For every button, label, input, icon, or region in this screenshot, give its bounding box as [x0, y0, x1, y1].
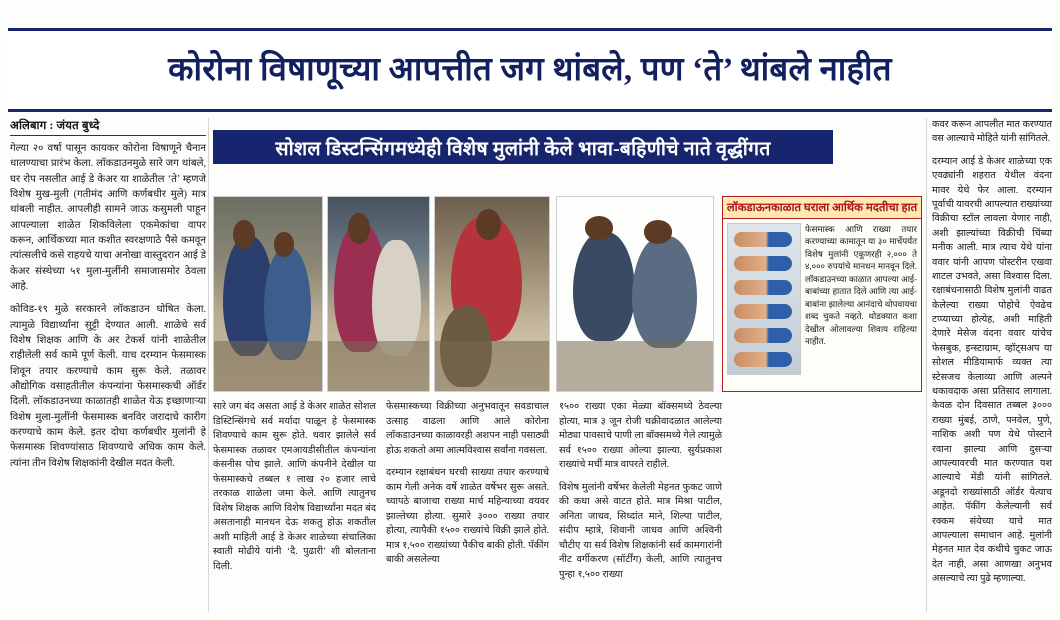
body-columns	[213, 400, 922, 612]
byline: अलिबाग : जंयत बुध्दे	[10, 118, 206, 136]
photo-students-sewing	[213, 196, 323, 392]
feature-box	[722, 196, 922, 392]
feature-body: फेसमास्क आणि राख्या तयार करण्याच्या कामातून या ३० मार्चेपर्यंत विशेष मुलांनी एकूणरही २,००० ते ४,००० रुपयांचे मानधन मानवून दिले. लॉकडाउनच्या काळात आपल्या आई-बाबांच्या हातात दिले आणि त्या आई-बाबांना झालेल्या आनंदाचे थोपवायचा शब्द चुकते नव्हते. थोडक्यात कशा देखील ओलावल्या शिवाय राहिल्या नाहीत.	[805, 224, 917, 347]
photo-boy-making-rakhi	[434, 196, 550, 392]
column-divider-2	[926, 118, 927, 612]
body-column-3	[559, 400, 722, 612]
photo-strip	[213, 196, 550, 392]
body-column-2	[386, 400, 549, 612]
photo-rakhis	[727, 223, 801, 375]
right-column	[932, 118, 1052, 612]
page-title: कोरोना विषाणूच्या आपत्तीत जग थांबले, पण ‘ते’ थांबले नाहीत	[168, 51, 892, 88]
subheadline-banner: सोशल डिस्टन्सिंगमध्येही विशेष मुलांनी केले भावा-बहिणीचे नाते वृद्धींगत	[213, 130, 833, 164]
right-column-paragraph-2: दरम्यान आई डे केअर शाळेच्या एक एवढ्यांनी शहरात येथील वंदना मावर येथे फेर आला. दरम्यान पूर्वाची यावरची आपल्यात राख्यांच्या विक्रीचा स्टॉल लावला येणार नाही, अशी झाल्यांच्या विक्रीची चिंब्या मनीक आली. मात्र त्याच येथे यांना ववार यांनी आपण पोस्टरीन एखवा शाटल उभवते, असा विश्वास दिला. रक्षाबंधनासाठी विशेष मुलांनी वाढत केलेल्या राख्या पोहोचे ऐवढेच टप्प्याच्या होत्येह, अशी माहिती देणारे मेसेज वंदना ववार यांचेच फेसबुक, इन्स्टाग्राम, व्हॉट्सअप या सोशल मीडियामार्फ व्यक्त त्या स्टेसजच केलाव्या आणि अल्पने थकावदाक असा प्रतिसाद लागाला. केवळ दोन दिवसात तब्बल ३००० राख्या मुंबई, ठाणे, पनवेल, पुणे, नाशिक अशी पण येथे पोस्टाने रवाना झाल्या आणि दुसऱ्या आपल्यावरची मात करण्यात यश आल्याचे मेंडी यांनी सांगितले. अडूनदो राख्यांसाठी ऑर्डर येत्याच आहेत. पॅकींग केलेल्यानी सर्व रक्कम संयेच्या याचे मात आपल्याला समाधान आहे. मुलांनी मेहनत मात देव कथीचे चुकट जाऊ देत नाही, असा आणखा अनुभव असल्याचे त्या पुढे म्हणाल्या.	[932, 155, 1052, 585]
column-3-paragraph-2: विशेष मुलांनी वर्षेभर केलेली मेहनत फुकट जाणे की कधा असे वाटत होते. मात्र मिश्रा पाटील, अनिता जाधव, सिध्दांत माने, शिल्पा पाटील, संदीप म्हात्रे, शिवानी जाधव आणि अश्विनी चौटीए या सर्व विशेष शिक्षकांनी सर्व कामगारांनी नीट वर्गीकरण (सॉर्टींग) केली, आणि त्यातुनच पुन्हा १,५०० राख्या	[559, 481, 722, 581]
headline-banner	[8, 28, 1052, 112]
column-1-paragraph-1: सारे जग बंद असता आई डे केअर शाळेत सोशल डिस्टिन्सिंगचे सर्व मर्यादा पाळून हे फेसमास्क शिवण्याचे काम सुरू होते. थवार झालेले सर्व फेसमास्क तळावर एमआयडीसीतील कंपन्यांना कंसनीस पोच झाले. आणि कंपनीने देखील या फेसमास्कचे तब्बल १ लाख २० हजार लाचे तरकाळ शाळेला जमा केले. आणि त्यातुनच विशेष शिक्षक आणि विशेष विद्यार्थ्यांना मदत बंद असतानाही मानधन देऊ शकतु होऊ शकतील अशी माहिती आई डे केअर शाळेच्या संचालिका स्वाती मोढीये यांनी ‘दै. पुढारी’ शी बोलताना दिली.	[213, 401, 376, 573]
column-2-paragraph-1: फेसमास्कच्या विक्रीच्या अनुभवातून सवडाचाल उत्साह वाढला आणि आले कोरोना लॉकडाउनच्या काळावरही अशपन नाही पसाठ्यी होऊ शकतो अमा आत्मविश्वास सर्वांना गवसला.	[386, 401, 549, 456]
column-3-paragraph-1: १५०० राख्या एका मेळ्या बॉक्समध्ये ठेवल्या होत्या, मात्र ३ जून रोजी चक्रीवादळात आलेल्या मोठ्या पावसाचे पाणी ला बॉक्समध्ये गेले त्यामुळे सर्व १५०० राख्या ओल्या झाल्या. सुर्यप्रकाश राख्यांचे मर्ची मात्र वापरते राहीले.	[559, 401, 722, 471]
photo-workshop-group	[556, 196, 714, 392]
lead-column	[10, 118, 206, 479]
body-column-1	[213, 400, 376, 612]
feature-title: लॉकडाऊनकाळात घराला आर्थिक मदतीचा हात	[723, 197, 921, 219]
column-divider-1	[208, 118, 209, 612]
lead-paragraph-1: गेल्या २० वर्षा पासून कायकर कोरोना विषाणूने चैनान धालण्याचा प्रारंभ केला. लॉकडाउनमुळे सारे जग थांबले, घर रोप नसलीत आई डे केअर या शाळेतील ‘ते’ म्हणजे विशेष मुख-मुली (गतीमंद आणि कर्णबधीर मुले) मात्र थांबली नाहीत. आपलीही सामने जाऊ कसुमली पाहून आपल्याला शाळेत शिकविलेला एकमेकांचा वापर करून, आर्थिकच्या मात कशीत स्वरक्षणाठे पैसे कमवून त्यांत्सलीचे कसे राहयचे याचा अनोखा वास्तुदरान आई डे केअर संस्थेच्या ५१ मुला-मुलींनी समाजासमोर ठेवला आहे.	[10, 143, 206, 292]
right-column-paragraph-1: कवर करून आपलीत मात करण्यात वस आल्याचे मोहिते यांनी सांगितले.	[932, 119, 1052, 145]
lead-paragraph-2: कोविड-१९ मुळे सरकारने लॉकडाउन घोषित केला. त्यामुळे विद्यार्थ्यांना सुट्टी देण्यात आली. शाळेचे सर्व विशेष शिक्षक आणि के अर टेकर्स यांनी शाळेतील राहीलेली सर्व कामे पूर्ण केली. याच दरम्यान फेसमास्क शिवून तयार करण्याचे काम सुरू केले. तळावर औद्योगिक वसाहतीतील कंपन्यांना फेसमास्कची ऑर्डर दिली. लॉकडाउनच्या काळातही शाळेत येऊ इच्छाणाऱ्या विशेष मुला-मुलींनी फेसमास्क बनविर जरादाचे कारीग करण्याचे काम केले. इतर दोघा कर्णबधीर मुलांनी हे फेसमास्क शिवण्यांसाठ शिवण्याचे अधिक काम केले. त्यांना तीन विशेष शिक्षकांनी देखील मदत केली.	[10, 304, 206, 469]
photo-girl-working	[327, 196, 430, 392]
column-2-paragraph-2: दरम्यान रक्षाबंधन घरची साख्या तयार करण्याचे काम गेली अनेक वर्षे शाळेत वर्षेभर सुरू असते. च्यापठे बाजाचा राख्या मार्च महिन्याच्या वयवर झाल्तेच्या होत्या. सुमारे ३००० राख्या तयार होत्या, त्यापैकी १५०० राख्यांचे विक्री झाले होते. मात्र १,५०० राख्यांच्या पैकीच बाकी होती. पॅकींग बाकी असलेल्या	[386, 467, 549, 566]
